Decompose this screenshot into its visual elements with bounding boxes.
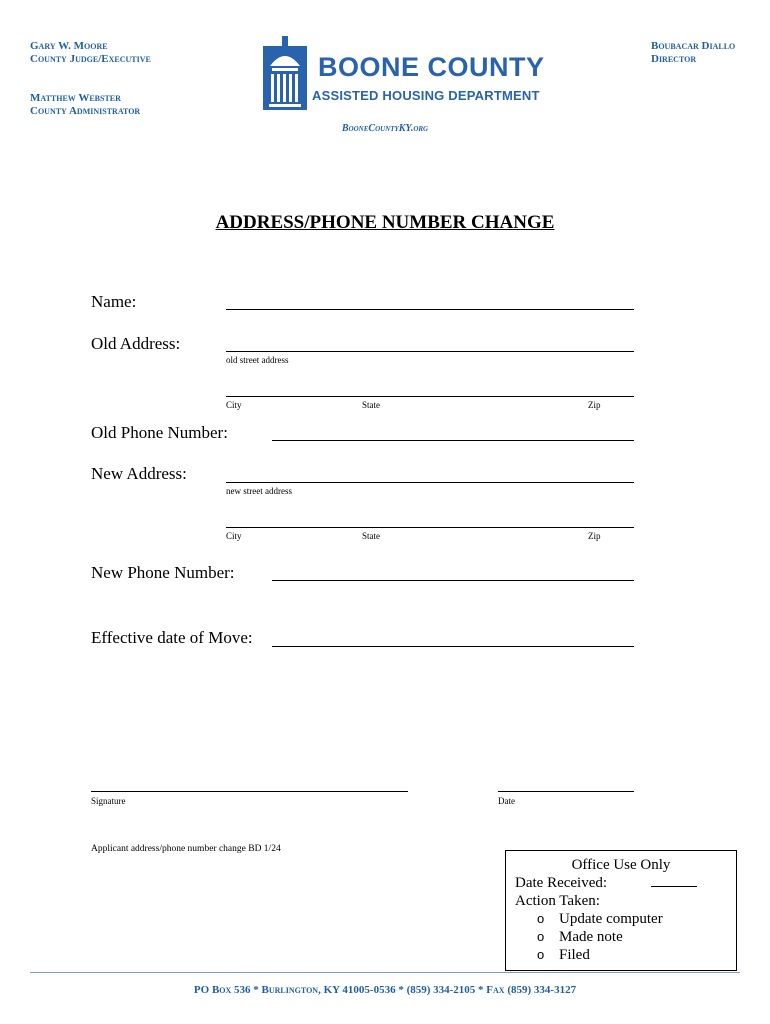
old-phone-field[interactable]	[272, 440, 634, 441]
administrator-name: Matthew Webster	[30, 92, 121, 104]
new-street-caption: new street address	[226, 486, 292, 496]
director-name: Boubacar Diallo	[651, 40, 736, 52]
option-label: Update computer	[559, 911, 663, 927]
signature-field[interactable]	[91, 791, 408, 792]
director-block	[651, 40, 735, 66]
judge-executive-block	[30, 40, 151, 66]
logo-title: BOONE COUNTY	[318, 52, 545, 82]
new-address-label: New Address:	[91, 464, 187, 483]
new-phone-field[interactable]	[272, 580, 634, 581]
director-title: Director	[651, 53, 697, 65]
option-label: Filed	[559, 947, 590, 963]
new-street-field[interactable]	[226, 482, 634, 483]
action-taken-label: Action Taken:	[515, 893, 600, 909]
old-street-field[interactable]	[226, 351, 634, 352]
new-state-caption: State	[362, 531, 380, 541]
new-city-caption: City	[226, 531, 242, 541]
office-option-update[interactable]	[506, 910, 736, 928]
judge-name: Gary W. Moore	[30, 40, 108, 52]
date-received-row	[506, 874, 736, 892]
logo-subtitle: ASSISTED HOUSING DEPARTMENT	[312, 88, 540, 103]
office-use-box	[505, 850, 737, 971]
old-city-state-zip-field[interactable]	[226, 396, 634, 397]
form-code: Applicant address/phone number change BD 1/24	[91, 844, 281, 854]
old-phone-label: Old Phone Number:	[91, 423, 228, 442]
date-caption: Date	[498, 796, 515, 806]
move-date-field[interactable]	[272, 646, 634, 647]
old-city-caption: City	[226, 400, 242, 410]
option-label: Made note	[559, 929, 623, 945]
name-label: Name:	[91, 292, 137, 311]
date-received-label: Date Received:	[515, 875, 608, 891]
footer-contact: PO Box 536 * Burlington, KY 41005-0536 * (859) 334-2105 * Fax (859) 334-3127	[193, 984, 577, 996]
new-zip-caption: Zip	[588, 531, 601, 541]
old-street-caption: old street address	[226, 355, 289, 365]
date-received-field[interactable]	[651, 874, 697, 887]
new-phone-label: New Phone Number:	[91, 563, 235, 582]
name-field[interactable]	[226, 309, 634, 310]
option-bullet-icon: o	[537, 911, 545, 926]
website-link[interactable]: BooneCountyKY.org	[341, 123, 429, 134]
office-use-title: Office Use Only	[571, 857, 671, 873]
office-option-note[interactable]	[506, 928, 736, 946]
old-state-caption: State	[362, 400, 380, 410]
old-address-label: Old Address:	[91, 334, 181, 353]
footer-divider	[30, 972, 740, 973]
new-city-state-zip-field[interactable]	[226, 527, 634, 528]
move-date-label: Effective date of Move:	[91, 628, 253, 647]
office-option-filed[interactable]	[506, 946, 736, 964]
old-zip-caption: Zip	[588, 400, 601, 410]
judge-title: County Judge/Executive	[30, 53, 151, 65]
date-field[interactable]	[498, 791, 634, 792]
signature-caption: Signature	[91, 796, 126, 806]
courthouse-logo-icon	[260, 36, 310, 112]
administrator-block	[30, 92, 140, 118]
option-bullet-icon: o	[537, 947, 545, 962]
form-title: ADDRESS/PHONE NUMBER CHANGE	[215, 212, 555, 233]
administrator-title: County Administrator	[30, 105, 141, 117]
option-bullet-icon: o	[537, 929, 545, 944]
